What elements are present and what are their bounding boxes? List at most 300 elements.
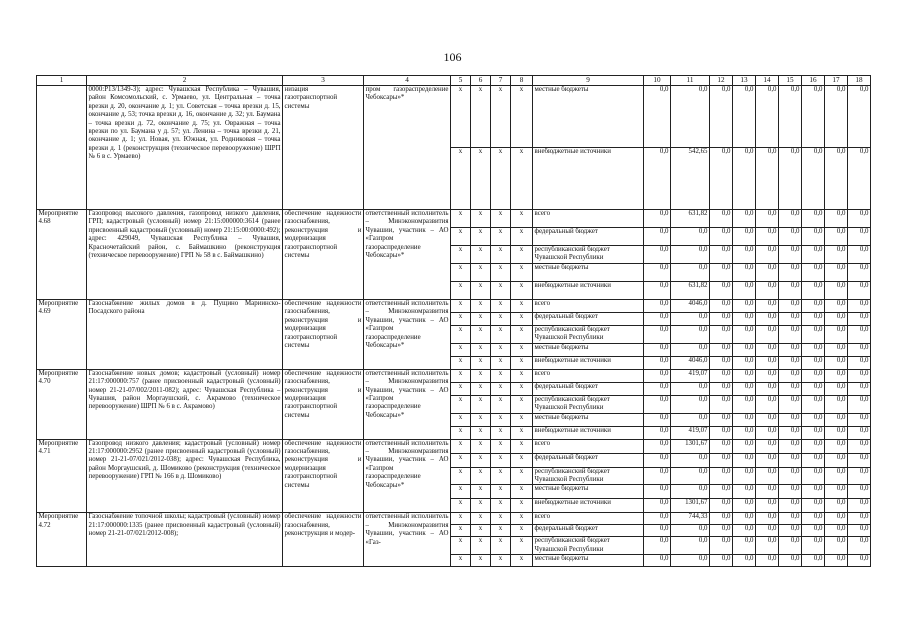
amount-cell: 0,0 <box>802 343 825 356</box>
marker-cell: х <box>471 382 491 395</box>
amount-cell: 0,0 <box>779 467 802 485</box>
amount-cell: 0,0 <box>710 343 733 356</box>
amount-cell: 0,0 <box>710 369 733 382</box>
amount-cell: 0,0 <box>779 439 802 453</box>
measure-id: Мероприятие 4.69 <box>37 300 87 370</box>
amount-cell: 0,0 <box>644 555 671 567</box>
funding-source: местные бюджеты <box>533 86 644 148</box>
marker-cell: х <box>451 485 471 499</box>
marker-cell: х <box>511 453 533 467</box>
object-description: Газоснабжение новых домов; кадастровый (условный) номер 21:17:000000:757 (ранее присвоенный кадастровый (условный) номер 21-21-07/002/2011-082); адрес: Чувашская Республика – Чувашия, район Моргаушский, с. Акрамово (техническое перевооружение) ШРП № 6 в с. Акрамово) <box>87 369 283 439</box>
marker-cell: х <box>491 525 511 537</box>
amount-cell: 0,0 <box>644 148 671 210</box>
amount-cell: 0,0 <box>644 525 671 537</box>
amount-cell: 0,0 <box>802 555 825 567</box>
marker-cell: х <box>491 356 511 369</box>
amount-cell: 0,0 <box>733 300 756 313</box>
marker-cell: х <box>511 343 533 356</box>
amount-cell: 0,0 <box>671 246 710 264</box>
column-number: 9 <box>533 76 644 86</box>
amount-cell: 0,0 <box>802 264 825 282</box>
measure-purpose: обеспечение надежности газоснабжения, реконструкция и модернизация газотранспортной системы <box>283 210 364 300</box>
amount-cell: 0,0 <box>779 537 802 555</box>
column-number: 4 <box>364 76 451 86</box>
amount-cell: 0,0 <box>779 246 802 264</box>
marker-cell: х <box>471 148 491 210</box>
amount-cell: 0,0 <box>779 513 802 525</box>
marker-cell: х <box>471 525 491 537</box>
amount-cell: 0,0 <box>802 525 825 537</box>
marker-cell: х <box>511 467 533 485</box>
amount-cell: 0,0 <box>825 282 848 300</box>
amount-cell: 0,0 <box>825 326 848 344</box>
amount-cell: 0,0 <box>802 382 825 395</box>
amount-cell: 0,0 <box>710 413 733 426</box>
funding-source: республиканский бюджет Чувашской Республики <box>533 467 644 485</box>
amount-cell: 0,0 <box>825 210 848 228</box>
amount-cell: 0,0 <box>802 426 825 439</box>
amount-cell: 0,0 <box>779 356 802 369</box>
amount-cell: 0,0 <box>848 356 871 369</box>
marker-cell: х <box>511 282 533 300</box>
measure-id <box>37 86 87 210</box>
column-number: 3 <box>283 76 364 86</box>
marker-cell: х <box>471 210 491 228</box>
marker-cell: х <box>491 343 511 356</box>
marker-cell: х <box>451 86 471 148</box>
marker-cell: х <box>491 439 511 453</box>
amount-cell: 0,0 <box>710 395 733 413</box>
amount-cell: 0,0 <box>802 537 825 555</box>
table-row <box>37 369 871 382</box>
amount-cell: 0,0 <box>825 313 848 326</box>
amount-cell: 0,0 <box>733 439 756 453</box>
funding-source: всего <box>533 210 644 228</box>
marker-cell: х <box>471 326 491 344</box>
amount-cell: 0,0 <box>644 326 671 344</box>
table-row <box>37 439 871 453</box>
amount-cell: 0,0 <box>710 439 733 453</box>
amount-cell: 0,0 <box>733 395 756 413</box>
amount-cell: 0,0 <box>756 343 779 356</box>
marker-cell: х <box>451 537 471 555</box>
amount-cell: 0,0 <box>779 300 802 313</box>
amount-cell: 0,0 <box>644 382 671 395</box>
marker-cell: х <box>451 525 471 537</box>
amount-cell: 0,0 <box>802 228 825 246</box>
marker-cell: х <box>491 313 511 326</box>
marker-cell: х <box>511 382 533 395</box>
amount-cell: 0,0 <box>779 382 802 395</box>
funding-source: местные бюджеты <box>533 343 644 356</box>
amount-cell: 0,0 <box>733 246 756 264</box>
amount-cell: 744,33 <box>671 513 710 525</box>
amount-cell: 0,0 <box>848 555 871 567</box>
amount-cell: 0,0 <box>644 246 671 264</box>
amount-cell: 0,0 <box>825 439 848 453</box>
funding-source: внебюджетные источники <box>533 356 644 369</box>
marker-cell: х <box>511 313 533 326</box>
marker-cell: х <box>511 413 533 426</box>
measure-purpose: обеспечение надежности газоснабжения, реконструкция и модернизация газотранспортной системы <box>283 369 364 439</box>
amount-cell: 0,0 <box>825 148 848 210</box>
amount-cell: 0,0 <box>779 343 802 356</box>
amount-cell: 0,0 <box>644 485 671 499</box>
marker-cell: х <box>451 439 471 453</box>
amount-cell: 0,0 <box>779 86 802 148</box>
funding-source: федеральный бюджет <box>533 525 644 537</box>
amount-cell: 0,0 <box>671 525 710 537</box>
amount-cell: 0,0 <box>644 395 671 413</box>
amount-cell: 0,0 <box>848 313 871 326</box>
object-description: Газопровод высокого давления, газопровод низкого давления, ГРП; кадастровый (условный) номер 21:15:000000:3614 (ранее присвоенный кадастровый (условный) номер 21:15:00:0000:492); адрес: 429049, Чувашская Республика – Чувашия, Красночетайский район, с. Баймашкино (реконструкция (техническое перевооружение) ГРП № 58 в с. Баймашкино) <box>87 210 283 300</box>
amount-cell: 0,0 <box>779 228 802 246</box>
amount-cell: 0,0 <box>671 228 710 246</box>
amount-cell: 0,0 <box>825 485 848 499</box>
amount-cell: 0,0 <box>848 148 871 210</box>
amount-cell: 0,0 <box>825 555 848 567</box>
amount-cell: 0,0 <box>756 246 779 264</box>
amount-cell: 0,0 <box>802 313 825 326</box>
marker-cell: х <box>471 343 491 356</box>
amount-cell: 0,0 <box>802 356 825 369</box>
marker-cell: х <box>491 300 511 313</box>
amount-cell: 0,0 <box>802 210 825 228</box>
marker-cell: х <box>451 382 471 395</box>
amount-cell: 0,0 <box>802 413 825 426</box>
amount-cell: 0,0 <box>802 453 825 467</box>
marker-cell: х <box>471 499 491 513</box>
amount-cell: 0,0 <box>779 282 802 300</box>
amount-cell: 0,0 <box>825 382 848 395</box>
amount-cell: 0,0 <box>802 369 825 382</box>
marker-cell: х <box>471 413 491 426</box>
amount-cell: 0,0 <box>825 246 848 264</box>
amount-cell: 0,0 <box>756 300 779 313</box>
amount-cell: 0,0 <box>756 525 779 537</box>
column-number: 18 <box>848 76 871 86</box>
amount-cell: 0,0 <box>733 513 756 525</box>
amount-cell: 0,0 <box>756 228 779 246</box>
amount-cell: 0,0 <box>756 86 779 148</box>
measure-executor: ответственный исполнитель – Минэкономразвития Чувашии, участник – АО «Газпром газораспределение Чебоксары»* <box>364 439 451 513</box>
marker-cell: х <box>451 246 471 264</box>
amount-cell: 0,0 <box>825 499 848 513</box>
amount-cell: 0,0 <box>644 313 671 326</box>
amount-cell: 0,0 <box>644 264 671 282</box>
column-number: 16 <box>802 76 825 86</box>
amount-cell: 0,0 <box>671 485 710 499</box>
marker-cell: х <box>451 555 471 567</box>
marker-cell: х <box>491 499 511 513</box>
amount-cell: 0,0 <box>644 426 671 439</box>
amount-cell: 0,0 <box>756 282 779 300</box>
marker-cell: х <box>451 453 471 467</box>
marker-cell: х <box>451 395 471 413</box>
marker-cell: х <box>451 499 471 513</box>
amount-cell: 0,0 <box>848 228 871 246</box>
funding-source: местные бюджеты <box>533 485 644 499</box>
measure-id: Мероприятие 4.72 <box>37 513 87 567</box>
amount-cell: 0,0 <box>671 382 710 395</box>
column-number: 13 <box>733 76 756 86</box>
marker-cell: х <box>491 210 511 228</box>
amount-cell: 0,0 <box>756 413 779 426</box>
amount-cell: 0,0 <box>671 453 710 467</box>
amount-cell: 0,0 <box>848 382 871 395</box>
amount-cell: 0,0 <box>779 413 802 426</box>
amount-cell: 0,0 <box>848 210 871 228</box>
amount-cell: 0,0 <box>779 313 802 326</box>
amount-cell: 0,0 <box>802 499 825 513</box>
amount-cell: 0,0 <box>671 86 710 148</box>
amount-cell: 0,0 <box>756 369 779 382</box>
amount-cell: 0,0 <box>848 499 871 513</box>
funding-source: всего <box>533 300 644 313</box>
amount-cell: 0,0 <box>710 525 733 537</box>
amount-cell: 0,0 <box>825 426 848 439</box>
marker-cell: х <box>511 499 533 513</box>
marker-cell: х <box>491 369 511 382</box>
marker-cell: х <box>471 555 491 567</box>
measure-executor: ответственный исполнитель – Минэкономразвития Чувашии, участник – АО «Газпром газораспределение Чебоксары»* <box>364 300 451 370</box>
marker-cell: х <box>511 300 533 313</box>
amount-cell: 0,0 <box>733 264 756 282</box>
funding-source: внебюджетные источники <box>533 148 644 210</box>
page-number: 106 <box>443 50 462 64</box>
funding-source: внебюджетные источники <box>533 426 644 439</box>
amount-cell: 0,0 <box>671 413 710 426</box>
marker-cell: х <box>511 395 533 413</box>
marker-cell: х <box>471 467 491 485</box>
amount-cell: 0,0 <box>644 369 671 382</box>
amount-cell: 0,0 <box>825 300 848 313</box>
amount-cell: 0,0 <box>825 356 848 369</box>
amount-cell: 0,0 <box>802 282 825 300</box>
amount-cell: 0,0 <box>779 453 802 467</box>
column-number: 6 <box>471 76 491 86</box>
amount-cell: 0,0 <box>671 395 710 413</box>
amount-cell: 0,0 <box>710 246 733 264</box>
marker-cell: х <box>451 513 471 525</box>
amount-cell: 0,0 <box>848 395 871 413</box>
amount-cell: 0,0 <box>802 148 825 210</box>
measure-executor: ответственный исполнитель – Минэкономразвития Чувашии, участник – АО «Газпром газораспределение Чебоксары»* <box>364 210 451 300</box>
object-description: Газоснабжение топочной школы; кадастровый (условный) номер 21:17:000000:1335 (ранее присвоенный кадастровый (условный) номер 21-21-07/021/2012-008); <box>87 513 283 567</box>
object-description: 0000:Р13/1349-3); адрес: Чувашская Республика – Чувашия, район Комсомольский, с. Урмаево, ул. Центральная – точка врезки д. 20, окончание д. 1; ул. Советская – точка врезки д. 15, окончание д. 53; точка врезки д. 16, окончание д. 32; ул. Баумана – точка врезки д. 72, окончание д. 75; ул. Овражная – точка врезки по ул. Баумана у д. 57; ул. Ленина – точка врезки д. 21, окончание д. 1; ул. Новая, ул. Южная, ул. Родниковая – точка врезки д. 1 (реконструкция (техническое перевооружение) ШРП № 6 в с. Урмаево) <box>87 86 283 210</box>
column-number: 12 <box>710 76 733 86</box>
amount-cell: 0,0 <box>733 282 756 300</box>
amount-cell: 0,0 <box>733 499 756 513</box>
marker-cell: х <box>511 264 533 282</box>
marker-cell: х <box>451 426 471 439</box>
amount-cell: 0,0 <box>644 356 671 369</box>
amount-cell: 0,0 <box>710 555 733 567</box>
amount-cell: 0,0 <box>848 86 871 148</box>
funding-source: местные бюджеты <box>533 413 644 426</box>
amount-cell: 0,0 <box>644 228 671 246</box>
amount-cell: 4046,0 <box>671 356 710 369</box>
funding-source: республиканский бюджет Чувашской Республики <box>533 246 644 264</box>
amount-cell: 0,0 <box>710 537 733 555</box>
amount-cell: 0,0 <box>710 313 733 326</box>
marker-cell: х <box>491 264 511 282</box>
column-number: 8 <box>511 76 533 86</box>
marker-cell: х <box>491 453 511 467</box>
column-number: 7 <box>491 76 511 86</box>
amount-cell: 0,0 <box>733 148 756 210</box>
amount-cell: 0,0 <box>848 413 871 426</box>
amount-cell: 0,0 <box>756 555 779 567</box>
funding-source: внебюджетные источники <box>533 499 644 513</box>
amount-cell: 0,0 <box>733 555 756 567</box>
amount-cell: 0,0 <box>802 439 825 453</box>
amount-cell: 0,0 <box>756 264 779 282</box>
amount-cell: 0,0 <box>733 313 756 326</box>
amount-cell: 0,0 <box>733 413 756 426</box>
amount-cell: 0,0 <box>733 467 756 485</box>
amount-cell: 0,0 <box>710 356 733 369</box>
amount-cell: 0,0 <box>779 395 802 413</box>
marker-cell: х <box>511 525 533 537</box>
amount-cell: 0,0 <box>710 426 733 439</box>
amount-cell: 0,0 <box>671 537 710 555</box>
marker-cell: х <box>491 86 511 148</box>
amount-cell: 0,0 <box>779 525 802 537</box>
table-row <box>37 513 871 525</box>
object-description: Газопровод низкого давления; кадастровый (условный) номер 21:17:000000:2952 (ранее присвоенный кадастровый (условный) номер 21-21-07/021/2012-038); адрес: Чувашская Республика, район Моргаушский, д. Шомиково (реконструкция (техническое перевооружение) ГРП № 166 в д. Шомиково) <box>87 439 283 513</box>
funding-source: федеральный бюджет <box>533 228 644 246</box>
marker-cell: х <box>511 246 533 264</box>
amount-cell: 0,0 <box>825 453 848 467</box>
amount-cell: 0,0 <box>779 485 802 499</box>
amount-cell: 0,0 <box>710 513 733 525</box>
amount-cell: 0,0 <box>779 426 802 439</box>
amount-cell: 0,0 <box>756 356 779 369</box>
column-number: 14 <box>756 76 779 86</box>
funding-source: федеральный бюджет <box>533 382 644 395</box>
marker-cell: х <box>491 395 511 413</box>
amount-cell: 0,0 <box>848 537 871 555</box>
amount-cell: 0,0 <box>802 326 825 344</box>
program-table <box>36 75 871 567</box>
amount-cell: 4046,0 <box>671 300 710 313</box>
amount-cell: 0,0 <box>671 343 710 356</box>
table-row <box>37 86 871 148</box>
funding-source: республиканский бюджет Чувашской Республики <box>533 537 644 555</box>
amount-cell: 0,0 <box>848 467 871 485</box>
amount-cell: 0,0 <box>733 453 756 467</box>
marker-cell: х <box>511 485 533 499</box>
marker-cell: х <box>491 513 511 525</box>
amount-cell: 0,0 <box>756 467 779 485</box>
amount-cell: 0,0 <box>825 264 848 282</box>
marker-cell: х <box>491 413 511 426</box>
amount-cell: 0,0 <box>710 282 733 300</box>
measure-purpose: обеспечение надежности газоснабжения, реконструкция и модернизация газотранспортной системы <box>283 439 364 513</box>
marker-cell: х <box>491 555 511 567</box>
amount-cell: 0,0 <box>756 513 779 525</box>
amount-cell: 0,0 <box>644 413 671 426</box>
marker-cell: х <box>471 439 491 453</box>
amount-cell: 0,0 <box>825 537 848 555</box>
column-number: 17 <box>825 76 848 86</box>
funding-source: всего <box>533 439 644 453</box>
measure-executor: пром газораспределение Чебоксары»* <box>364 86 451 210</box>
amount-cell: 0,0 <box>825 525 848 537</box>
amount-cell: 0,0 <box>756 148 779 210</box>
amount-cell: 0,0 <box>802 300 825 313</box>
column-number: 1 <box>37 76 87 86</box>
column-number-row <box>37 76 871 86</box>
amount-cell: 0,0 <box>671 264 710 282</box>
marker-cell: х <box>491 282 511 300</box>
amount-cell: 0,0 <box>671 555 710 567</box>
amount-cell: 0,0 <box>710 148 733 210</box>
amount-cell: 0,0 <box>756 326 779 344</box>
amount-cell: 0,0 <box>733 210 756 228</box>
funding-source: федеральный бюджет <box>533 313 644 326</box>
marker-cell: х <box>491 326 511 344</box>
amount-cell: 0,0 <box>733 525 756 537</box>
amount-cell: 0,0 <box>756 499 779 513</box>
marker-cell: х <box>471 426 491 439</box>
marker-cell: х <box>451 282 471 300</box>
amount-cell: 0,0 <box>710 210 733 228</box>
amount-cell: 0,0 <box>825 86 848 148</box>
marker-cell: х <box>451 148 471 210</box>
amount-cell: 0,0 <box>848 426 871 439</box>
amount-cell: 0,0 <box>756 210 779 228</box>
marker-cell: х <box>511 537 533 555</box>
marker-cell: х <box>491 228 511 246</box>
amount-cell: 0,0 <box>848 525 871 537</box>
amount-cell: 0,0 <box>802 485 825 499</box>
amount-cell: 0,0 <box>779 210 802 228</box>
amount-cell: 542,65 <box>671 148 710 210</box>
amount-cell: 0,0 <box>733 382 756 395</box>
marker-cell: х <box>451 369 471 382</box>
amount-cell: 0,0 <box>644 300 671 313</box>
funding-source: всего <box>533 369 644 382</box>
marker-cell: х <box>471 369 491 382</box>
marker-cell: х <box>451 313 471 326</box>
table-row <box>37 210 871 228</box>
marker-cell: х <box>471 313 491 326</box>
amount-cell: 0,0 <box>848 369 871 382</box>
funding-source: местные бюджеты <box>533 555 644 567</box>
amount-cell: 0,0 <box>710 485 733 499</box>
marker-cell: х <box>491 382 511 395</box>
measure-purpose: обеспечение надежности газоснабжения, реконструкция и модер- <box>283 513 364 567</box>
amount-cell: 0,0 <box>644 343 671 356</box>
amount-cell: 0,0 <box>848 246 871 264</box>
amount-cell: 0,0 <box>710 499 733 513</box>
amount-cell: 631,82 <box>671 210 710 228</box>
object-description: Газоснабжение жилых домов в д. Пущино Мариинско-Посадского района <box>87 300 283 370</box>
marker-cell: х <box>511 513 533 525</box>
column-number: 11 <box>671 76 710 86</box>
marker-cell: х <box>451 343 471 356</box>
amount-cell: 0,0 <box>710 264 733 282</box>
amount-cell: 0,0 <box>710 326 733 344</box>
measure-id: Мероприятие 4.68 <box>37 210 87 300</box>
amount-cell: 0,0 <box>779 555 802 567</box>
amount-cell: 0,0 <box>756 485 779 499</box>
marker-cell: х <box>471 246 491 264</box>
amount-cell: 0,0 <box>644 282 671 300</box>
amount-cell: 0,0 <box>710 300 733 313</box>
